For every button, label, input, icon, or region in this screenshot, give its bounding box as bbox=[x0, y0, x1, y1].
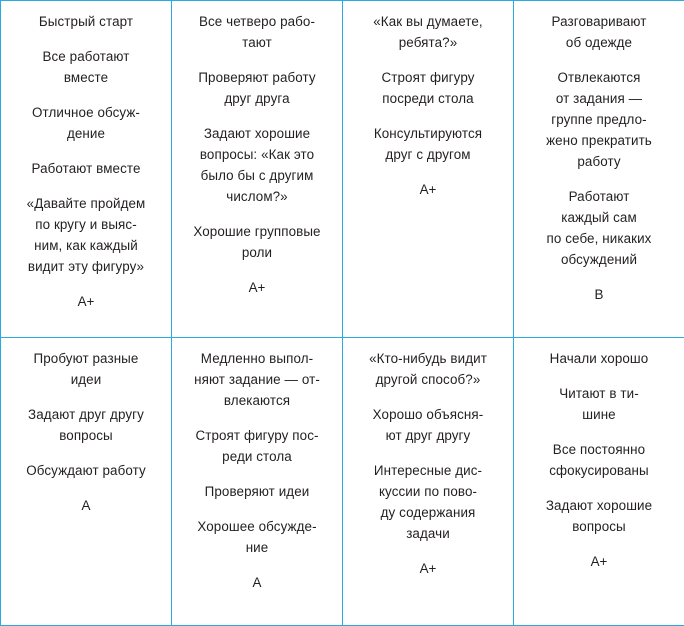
cell-paragraph bbox=[351, 123, 505, 165]
cell-line: ду содержания bbox=[381, 505, 476, 520]
cell-line: влекаются bbox=[224, 393, 290, 408]
cell-paragraph bbox=[180, 11, 334, 53]
cell-paragraph bbox=[9, 348, 163, 390]
cell-paragraph bbox=[351, 67, 505, 109]
cell-line: группе предло- bbox=[551, 112, 646, 127]
cell-line: «Как вы думаете, bbox=[373, 14, 483, 29]
cell-line: реди стола bbox=[222, 449, 292, 464]
cell-paragraph bbox=[522, 186, 676, 270]
cell-line: Проверяют работу bbox=[198, 70, 315, 85]
cell-paragraph bbox=[522, 11, 676, 53]
cell-line: было бы с другим bbox=[201, 168, 314, 183]
cell-line: сфокусированы bbox=[549, 463, 649, 478]
cell-line: ют друг другу bbox=[386, 428, 471, 443]
cell-line: идеи bbox=[71, 372, 102, 387]
cell-line: Начали хорошо bbox=[550, 351, 649, 366]
cell-paragraph bbox=[180, 348, 334, 411]
cell-paragraph bbox=[351, 404, 505, 446]
cell-grade: В bbox=[522, 284, 676, 305]
cell-line: куссии по пово- bbox=[379, 484, 477, 499]
cell-grade: А bbox=[180, 572, 334, 593]
cell-line: тают bbox=[242, 35, 272, 50]
cell-line: от задания — bbox=[556, 91, 642, 106]
cell-paragraph bbox=[9, 158, 163, 179]
cell-line: дение bbox=[67, 126, 105, 141]
cell-grade: А+ bbox=[180, 277, 334, 298]
cell-paragraph bbox=[9, 404, 163, 446]
cell-line: работу bbox=[577, 154, 620, 169]
cell-line: Проверяют идеи bbox=[205, 484, 310, 499]
cell-paragraph bbox=[180, 481, 334, 502]
cell-grade: А+ bbox=[9, 291, 163, 312]
cell-line: Задают друг другу bbox=[28, 407, 144, 422]
cell-line: Медленно выпол- bbox=[201, 351, 313, 366]
cell-line: жено прекратить bbox=[546, 133, 652, 148]
cell-line: об одежде bbox=[566, 35, 632, 50]
cell-line: Хорошо объясня- bbox=[373, 407, 484, 422]
cell-line: няют задание — от- bbox=[194, 372, 320, 387]
cell-line: вопросы bbox=[59, 428, 113, 443]
table-cell-r2c2 bbox=[172, 338, 343, 626]
cell-line: вопросы: «Как это bbox=[200, 147, 314, 162]
cell-line: обсуждений bbox=[561, 252, 637, 267]
cell-paragraph bbox=[180, 221, 334, 263]
cell-line: Задают хорошие bbox=[204, 126, 310, 141]
cell-line: Отличное обсуж- bbox=[32, 105, 140, 120]
cell-line: Отвлекаются bbox=[558, 70, 641, 85]
cell-line: видит эту фигуру» bbox=[28, 259, 144, 274]
cell-line: роли bbox=[242, 245, 272, 260]
cell-line: Хорошее обсужде- bbox=[197, 519, 316, 534]
cell-line: Работают bbox=[569, 189, 630, 204]
cell-paragraph bbox=[180, 425, 334, 467]
cell-line: вместе bbox=[64, 70, 108, 85]
cell-line: Все постоянно bbox=[553, 442, 645, 457]
cell-line: Разговаривают bbox=[552, 14, 647, 29]
cell-line: ним, как каждый bbox=[34, 238, 138, 253]
cell-line: Пробуют разные bbox=[34, 351, 139, 366]
table-cell-r2c3 bbox=[343, 338, 514, 626]
cell-line: Быстрый старт bbox=[39, 14, 133, 29]
cell-grade: А+ bbox=[522, 551, 676, 572]
cell-line: Задают хорошие bbox=[546, 498, 652, 513]
cell-line: задачи bbox=[406, 526, 450, 541]
cell-paragraph bbox=[522, 495, 676, 537]
cell-line: числом?» bbox=[226, 189, 287, 204]
table-cell-r1c1 bbox=[1, 1, 172, 338]
table-cell-r1c4 bbox=[514, 1, 684, 338]
cell-line: Обсуждают работу bbox=[26, 463, 146, 478]
cell-paragraph bbox=[522, 348, 676, 369]
cell-paragraph bbox=[351, 460, 505, 544]
cell-paragraph bbox=[9, 102, 163, 144]
cell-line: вопросы bbox=[572, 519, 626, 534]
cell-line: Интересные дис- bbox=[374, 463, 482, 478]
table-cell-r1c3 bbox=[343, 1, 514, 338]
cell-line: Читают в ти- bbox=[559, 386, 639, 401]
cell-line: ние bbox=[246, 540, 269, 555]
cell-line: ребята?» bbox=[399, 35, 458, 50]
cell-line: Консультируются bbox=[374, 126, 482, 141]
table-row bbox=[1, 338, 684, 626]
cell-grade: А+ bbox=[351, 558, 505, 579]
cell-line: друг с другом bbox=[385, 147, 470, 162]
cell-line: Строят фигуру bbox=[381, 70, 474, 85]
cell-line: другой способ?» bbox=[376, 372, 481, 387]
cell-line: шине bbox=[582, 407, 615, 422]
table-cell-r2c1 bbox=[1, 338, 172, 626]
cell-paragraph bbox=[9, 193, 163, 277]
cell-paragraph bbox=[180, 516, 334, 558]
cell-line: Все четверо рабо- bbox=[199, 14, 315, 29]
cell-paragraph bbox=[9, 11, 163, 32]
cell-paragraph bbox=[351, 11, 505, 53]
cell-line: Все работают bbox=[42, 49, 129, 64]
cell-paragraph bbox=[180, 123, 334, 207]
cell-paragraph bbox=[351, 348, 505, 390]
cell-paragraph bbox=[522, 439, 676, 481]
cell-line: Хорошие групповые bbox=[193, 224, 320, 239]
cell-line: Строят фигуру пос- bbox=[195, 428, 318, 443]
cell-line: по кругу и выяс- bbox=[35, 217, 137, 232]
cell-line: посреди стола bbox=[382, 91, 473, 106]
cell-paragraph bbox=[180, 67, 334, 109]
cell-grade: А+ bbox=[351, 179, 505, 200]
cell-paragraph bbox=[9, 46, 163, 88]
cell-line: Работают вместе bbox=[31, 161, 140, 176]
cell-line: «Кто-нибудь видит bbox=[369, 351, 487, 366]
cell-line: по себе, никаких bbox=[547, 231, 652, 246]
table-row bbox=[1, 1, 684, 338]
cell-paragraph bbox=[9, 460, 163, 481]
cell-line: «Давайте пройдем bbox=[27, 196, 146, 211]
table-cell-r1c2 bbox=[172, 1, 343, 338]
cell-line: каждый сам bbox=[561, 210, 637, 225]
cell-paragraph bbox=[522, 67, 676, 172]
table-cell-r2c4 bbox=[514, 338, 684, 626]
cell-line: друг друга bbox=[224, 91, 289, 106]
cell-grade: А bbox=[9, 495, 163, 516]
cell-paragraph bbox=[522, 383, 676, 425]
